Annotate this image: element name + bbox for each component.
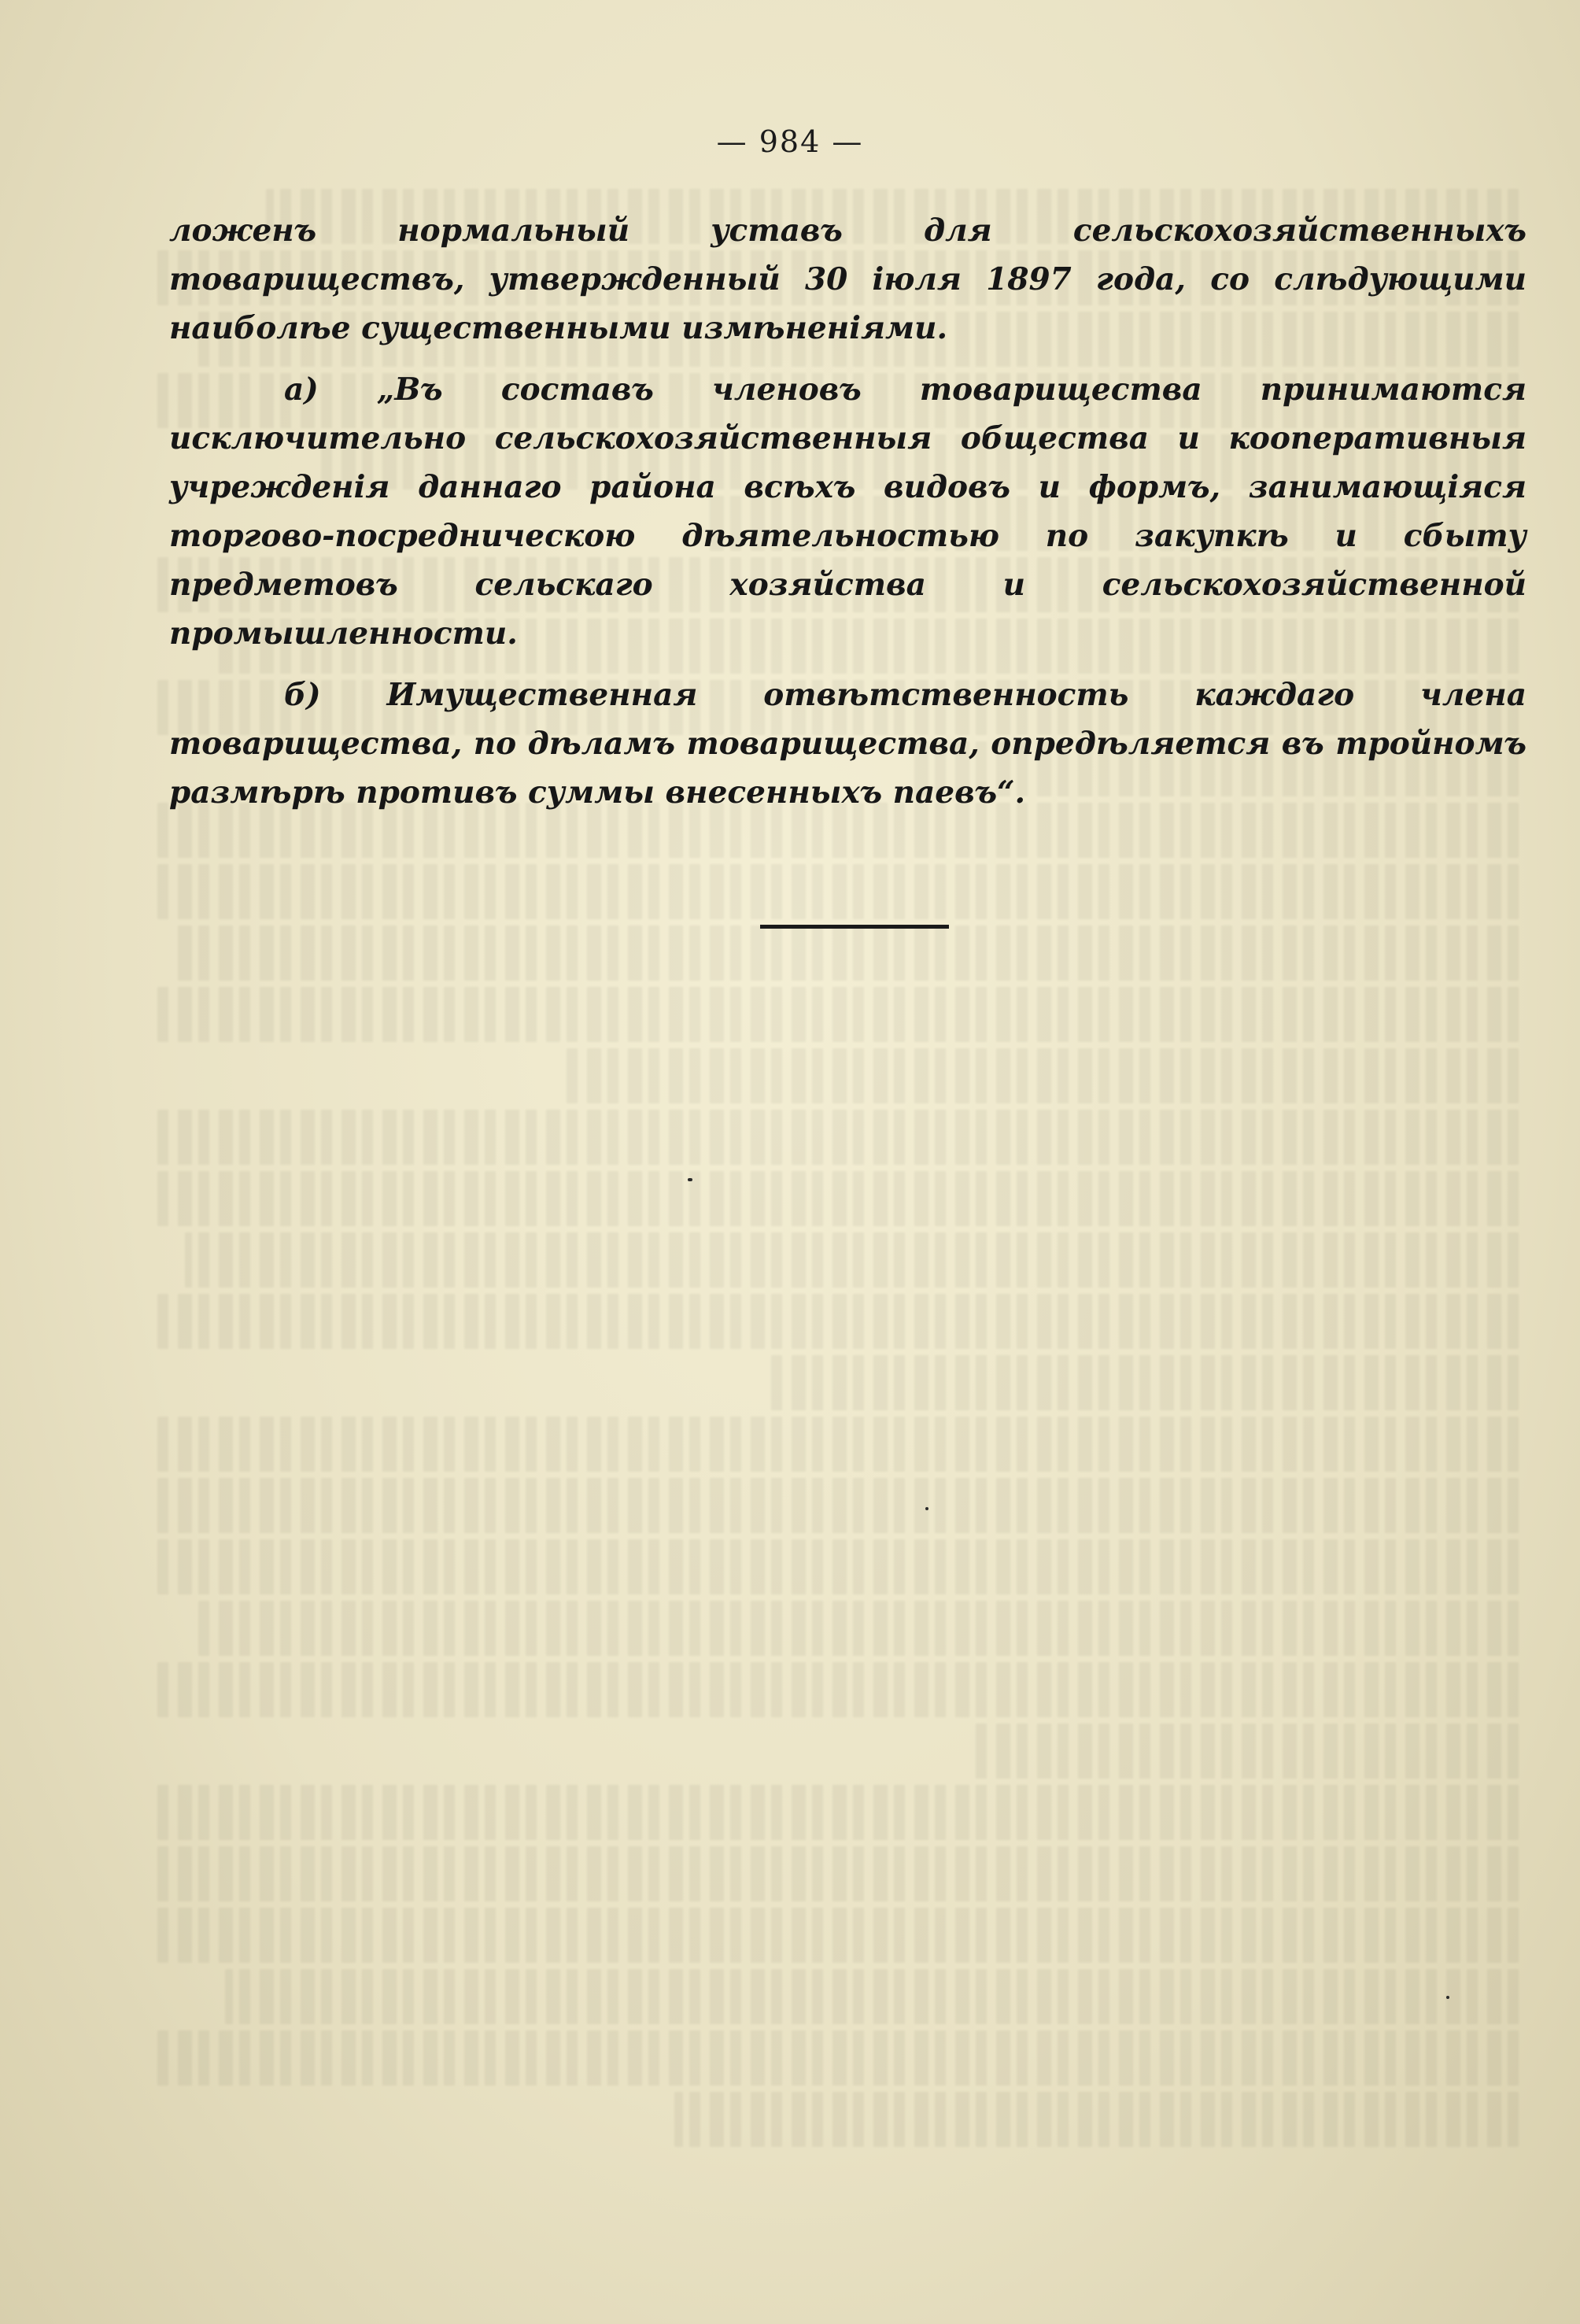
intro-paragraph: ложенъ нормальный уставъ для сельскохозяйственныхъ товариществъ, утвержденный 30 іюля 1897 года, со слѣдующими наиболѣе существенными измѣненіями. [169,212,1526,346]
body-text [169,206,1526,829]
clause-b-paragraph: б) Имущественная отвѣтственность каждаго члена товарищества, по дѣламъ товарищества, опредѣляется въ тройномъ размѣрѣ противъ суммы внесенныхъ паевъ“. [169,677,1526,811]
ink-speck [1446,1996,1449,1999]
page-number: — 984 — [716,124,864,159]
clause-a-paragraph: а) „Въ составъ членовъ товарищества принимаются исключительно сельскохозяйственныя общества и кооперативныя учрежденія даннаго района всѣхъ видовъ и формъ, занимающіяся торгово-посредническою дѣятельностью по закупкѣ и сбыту предметовъ сельскаго хозяйства и сельскохозяйственной промышленности. [169,371,1526,652]
ink-speck [925,1507,928,1510]
section-divider-rule [760,925,949,929]
ink-speck [688,1178,692,1181]
